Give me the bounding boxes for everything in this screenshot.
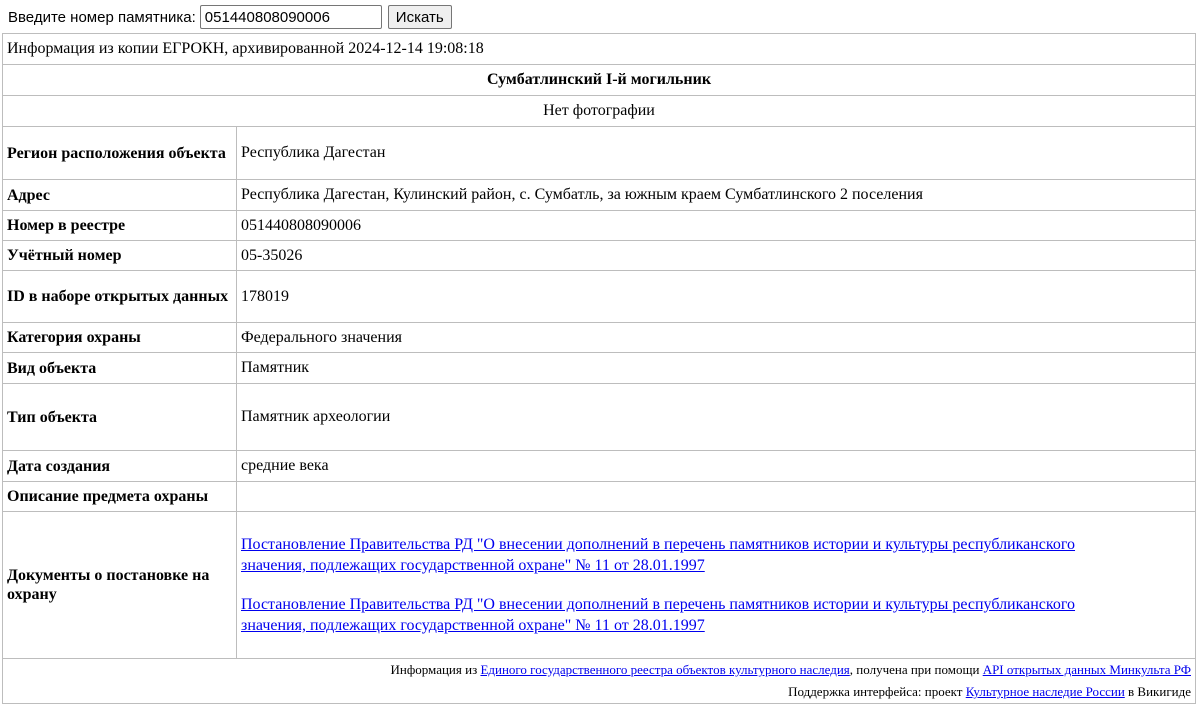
protection-category-value: Федерального значения xyxy=(237,323,1196,353)
object-kind-label: Вид объекта xyxy=(3,353,237,384)
protection-subject-value xyxy=(237,482,1196,512)
open-data-id-label: ID в наборе открытых данных xyxy=(3,271,237,323)
footer-text: в Викигиде xyxy=(1124,684,1191,699)
region-label: Регион расположения объекта xyxy=(3,127,237,180)
footer-text: Поддержка интерфейса: проект xyxy=(788,684,966,699)
protection-subject-label: Описание предмета охраны xyxy=(3,482,237,512)
monument-number-input[interactable] xyxy=(200,5,382,29)
creation-date-value: средние века xyxy=(237,451,1196,482)
search-bar xyxy=(4,4,1196,30)
account-number-label: Учётный номер xyxy=(3,241,237,271)
footer-text: , получена при помощи xyxy=(849,662,983,677)
object-title: Сумбатлинский I-й могильник xyxy=(3,65,1196,96)
address-label: Адрес xyxy=(3,180,237,211)
documents-list xyxy=(237,512,1196,659)
monument-info-table xyxy=(2,33,1196,704)
creation-date-label: Дата создания xyxy=(3,451,237,482)
footer xyxy=(3,659,1196,704)
document-link-1[interactable]: Постановление Правительства РД "О внесении дополнений в перечень памятников истории и культуры республиканского значения, подлежащих государственной охране" № 11 от 28.01.1997 xyxy=(241,536,1076,574)
object-type-value: Памятник археологии xyxy=(237,384,1196,451)
footer-text: Информация из xyxy=(390,662,481,677)
registry-number-label: Номер в реестре xyxy=(3,211,237,241)
search-label: Введите номер памятника: xyxy=(8,8,196,26)
document-link-2[interactable]: Постановление Правительства РД "О внесении дополнений в перечень памятников истории и культуры республиканского значения, подлежащих государственной охране" № 11 от 28.01.1997 xyxy=(241,596,1076,634)
protection-category-label: Категория охраны xyxy=(3,323,237,353)
photo-placeholder: Нет фотографии xyxy=(3,96,1196,127)
api-link[interactable]: API открытых данных Минкульта РФ xyxy=(982,662,1191,677)
search-button[interactable]: Искать xyxy=(388,5,452,29)
region-value: Республика Дагестан xyxy=(237,127,1196,180)
object-kind-value: Памятник xyxy=(237,353,1196,384)
archive-info: Информация из копии ЕГРОКН, архивированной 2024-12-14 19:08:18 xyxy=(3,34,1196,65)
heritage-project-link[interactable]: Культурное наследие России xyxy=(965,684,1125,699)
open-data-id-value: 178019 xyxy=(237,271,1196,323)
registry-number-value: 051440808090006 xyxy=(237,211,1196,241)
documents-label: Документы о постановке на охрану xyxy=(3,512,237,659)
object-type-label: Тип объекта xyxy=(3,384,237,451)
address-value: Республика Дагестан, Кулинский район, с. Сумбатль, за южным краем Сумбатлинского 2 поселения xyxy=(237,180,1196,211)
egrokn-link[interactable]: Единого государственного реестра объектов культурного наследия xyxy=(480,662,850,677)
account-number-value: 05-35026 xyxy=(237,241,1196,271)
